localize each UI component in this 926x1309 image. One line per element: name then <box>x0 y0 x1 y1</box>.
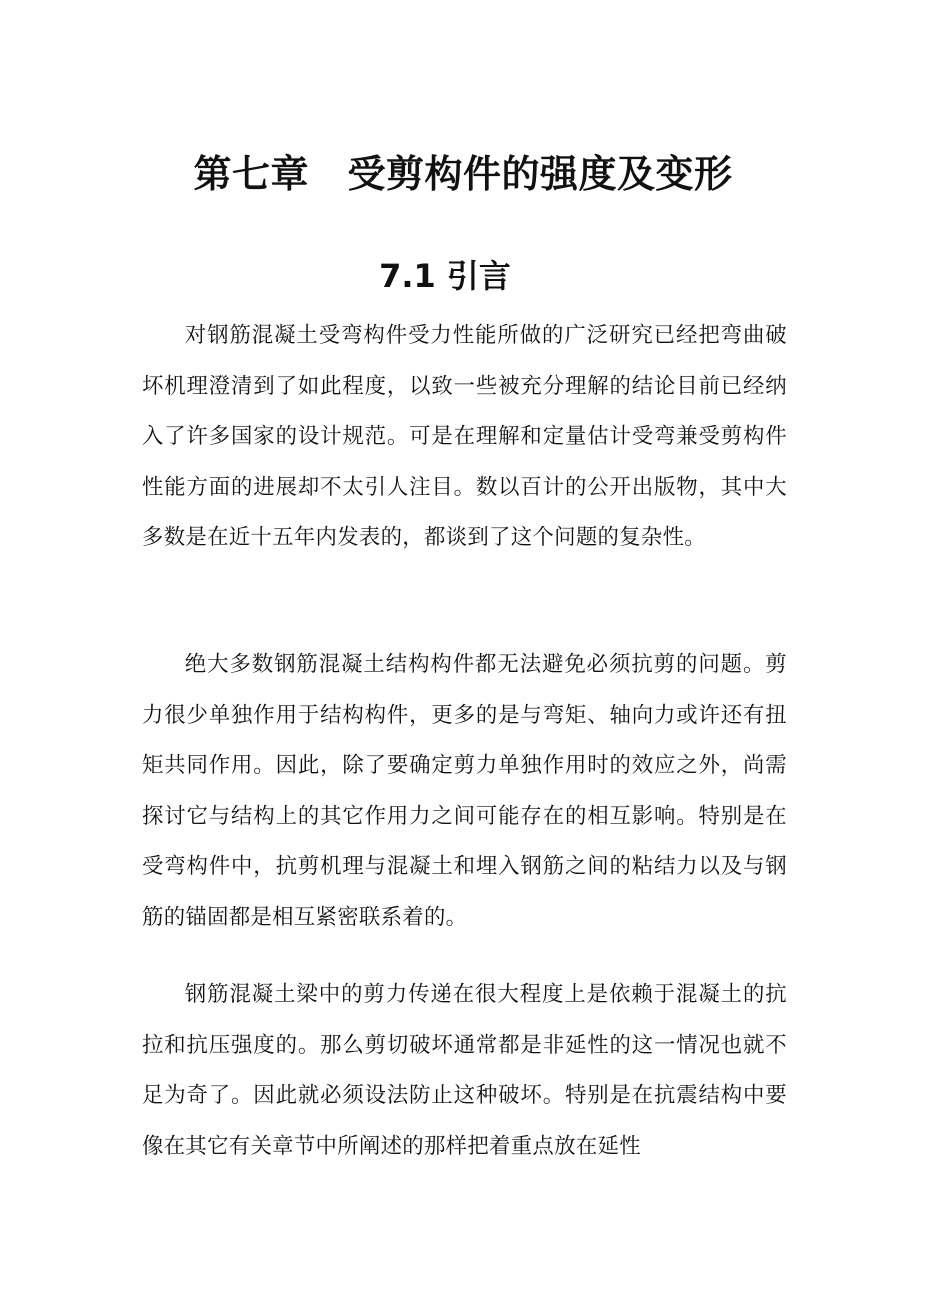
paragraph-1: 对钢筋混凝土受弯构件受力性能所做的广泛研究已经把弯曲破坏机理澄清到了如此程度，以致一些被充分理解的结论目前已经纳入了许多国家的设计规范。可是在理解和定量估计受弯兼受剪构件性能方面的进展却不太引人注目。数以百计的公开出版物，其中大多数是在近十五年内发表的，都谈到了这个问题的复杂性。 <box>142 323 787 550</box>
section-title: 7.1 引言 <box>379 256 511 295</box>
paragraph-3: 钢筋混凝土梁中的剪力传递在很大程度上是依赖于混凝土的抗拉和抗压强度的。那么剪切破坏通常都是非延性的这一情况也就不足为奇了。因此就必须设法防止这种破坏。特别是在抗震结构中要像在其它有关章节中所阐述的那样把着重点放在延性 <box>142 982 787 1159</box>
paragraph-2: 绝大多数钢筋混凝土结构构件都无法避免必须抗剪的问题。剪力很少单独作用于结构构件，更多的是与弯矩、轴向力或许还有扭矩共同作用。因此，除了要确定剪力单独作用时的效应之外，尚需探讨它与结构上的其它作用力之间可能存在的相互影响。特别是在受弯构件中，抗剪机理与混凝土和埋入钢筋之间的粘结力以及与钢筋的锚固都是相互紧密联系着的。 <box>142 652 787 930</box>
chapter-title: 第七章 受剪构件的强度及变形 <box>193 152 733 197</box>
